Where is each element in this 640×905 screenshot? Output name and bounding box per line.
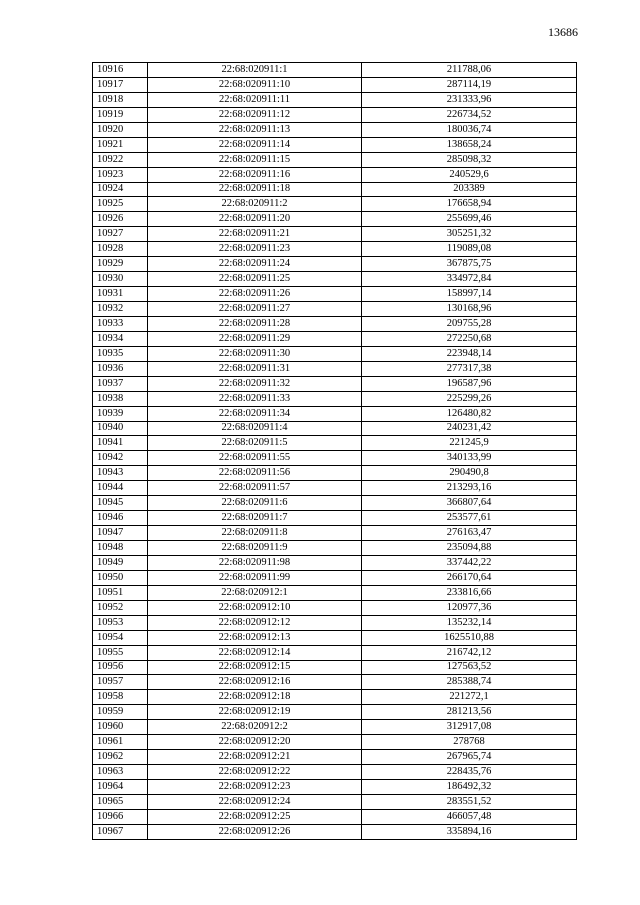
- cadastral-number-cell: 22:68:020912:14: [148, 645, 362, 660]
- table-row: [93, 346, 577, 361]
- cadastral-number-cell: 22:68:020911:12: [148, 107, 362, 122]
- row-number-cell: 10943: [93, 466, 148, 481]
- value-cell: 285098,32: [362, 152, 577, 167]
- cadastral-number-cell: 22:68:020911:1: [148, 63, 362, 78]
- value-cell: 272250,68: [362, 331, 577, 346]
- cadastral-number-cell: 22:68:020911:16: [148, 167, 362, 182]
- value-cell: 233816,66: [362, 585, 577, 600]
- row-number-cell: 10947: [93, 526, 148, 541]
- value-cell: 281213,56: [362, 705, 577, 720]
- table-row: [93, 645, 577, 660]
- cadastral-number-cell: 22:68:020911:8: [148, 526, 362, 541]
- table-row: [93, 555, 577, 570]
- cadastral-number-cell: 22:68:020911:4: [148, 421, 362, 436]
- value-cell: 231333,96: [362, 92, 577, 107]
- value-cell: 466057,48: [362, 809, 577, 824]
- row-number-cell: 10940: [93, 421, 148, 436]
- cadastral-number-cell: 22:68:020911:18: [148, 182, 362, 197]
- cadastral-number-cell: 22:68:020911:14: [148, 137, 362, 152]
- value-cell: 240529,6: [362, 167, 577, 182]
- row-number-cell: 10937: [93, 376, 148, 391]
- table-row: [93, 107, 577, 122]
- cadastral-number-cell: 22:68:020911:5: [148, 436, 362, 451]
- row-number-cell: 10954: [93, 630, 148, 645]
- row-number-cell: 10934: [93, 331, 148, 346]
- value-cell: 366807,64: [362, 496, 577, 511]
- table-row: [93, 302, 577, 317]
- value-cell: 278768: [362, 735, 577, 750]
- cadastral-number-cell: 22:68:020911:31: [148, 361, 362, 376]
- table-row: [93, 272, 577, 287]
- cadastral-number-cell: 22:68:020912:23: [148, 780, 362, 795]
- value-cell: 235094,88: [362, 541, 577, 556]
- cadastral-number-cell: 22:68:020911:99: [148, 570, 362, 585]
- table-row: [93, 287, 577, 302]
- cadastral-number-cell: 22:68:020911:23: [148, 242, 362, 257]
- cadastral-number-cell: 22:68:020912:2: [148, 720, 362, 735]
- row-number-cell: 10950: [93, 570, 148, 585]
- cadastral-number-cell: 22:68:020911:28: [148, 316, 362, 331]
- value-cell: 253577,61: [362, 511, 577, 526]
- table-row: [93, 780, 577, 795]
- table-row: [93, 481, 577, 496]
- row-number-cell: 10932: [93, 302, 148, 317]
- cadastral-number-cell: 22:68:020911:24: [148, 257, 362, 272]
- value-cell: 340133,99: [362, 451, 577, 466]
- table-row: [93, 421, 577, 436]
- table-row: [93, 466, 577, 481]
- value-cell: 196587,96: [362, 376, 577, 391]
- value-cell: 1625510,88: [362, 630, 577, 645]
- cadastral-number-cell: 22:68:020912:15: [148, 660, 362, 675]
- row-number-cell: 10938: [93, 391, 148, 406]
- table-row: [93, 257, 577, 272]
- cadastral-number-cell: 22:68:020911:2: [148, 197, 362, 212]
- row-number-cell: 10930: [93, 272, 148, 287]
- row-number-cell: 10964: [93, 780, 148, 795]
- value-cell: 221272,1: [362, 690, 577, 705]
- cadastral-number-cell: 22:68:020911:21: [148, 227, 362, 242]
- table-row: [93, 451, 577, 466]
- table-row: [93, 406, 577, 421]
- row-number-cell: 10948: [93, 541, 148, 556]
- cadastral-number-cell: 22:68:020911:56: [148, 466, 362, 481]
- row-number-cell: 10949: [93, 555, 148, 570]
- row-number-cell: 10944: [93, 481, 148, 496]
- cadastral-number-cell: 22:68:020912:26: [148, 824, 362, 839]
- row-number-cell: 10961: [93, 735, 148, 750]
- table-row: [93, 526, 577, 541]
- value-cell: 130168,96: [362, 302, 577, 317]
- value-cell: 223948,14: [362, 346, 577, 361]
- cadastral-number-cell: 22:68:020912:10: [148, 600, 362, 615]
- row-number-cell: 10967: [93, 824, 148, 839]
- value-cell: 126480,82: [362, 406, 577, 421]
- value-cell: 240231,42: [362, 421, 577, 436]
- value-cell: 290490,8: [362, 466, 577, 481]
- row-number-cell: 10956: [93, 660, 148, 675]
- value-cell: 158997,14: [362, 287, 577, 302]
- table-row: [93, 570, 577, 585]
- value-cell: 120977,36: [362, 600, 577, 615]
- cadastral-number-cell: 22:68:020911:55: [148, 451, 362, 466]
- cadastral-number-cell: 22:68:020911:98: [148, 555, 362, 570]
- row-number-cell: 10959: [93, 705, 148, 720]
- row-number-cell: 10962: [93, 750, 148, 765]
- value-cell: 211788,06: [362, 63, 577, 78]
- table-row: [93, 197, 577, 212]
- row-number-cell: 10953: [93, 615, 148, 630]
- value-cell: 267965,74: [362, 750, 577, 765]
- value-cell: 221245,9: [362, 436, 577, 451]
- cadastral-number-cell: 22:68:020912:12: [148, 615, 362, 630]
- cadastral-number-cell: 22:68:020911:34: [148, 406, 362, 421]
- cadastral-number-cell: 22:68:020911:27: [148, 302, 362, 317]
- cadastral-number-cell: 22:68:020912:16: [148, 675, 362, 690]
- table-row: [93, 809, 577, 824]
- table-row: [93, 720, 577, 735]
- value-cell: 180036,74: [362, 122, 577, 137]
- value-cell: 226734,52: [362, 107, 577, 122]
- value-cell: 305251,32: [362, 227, 577, 242]
- table-row: [93, 212, 577, 227]
- row-number-cell: 10916: [93, 63, 148, 78]
- value-cell: 119089,08: [362, 242, 577, 257]
- cadastral-number-cell: 22:68:020912:1: [148, 585, 362, 600]
- value-cell: 209755,28: [362, 316, 577, 331]
- table-row: [93, 331, 577, 346]
- table-row: [93, 690, 577, 705]
- row-number-cell: 10922: [93, 152, 148, 167]
- row-number-cell: 10927: [93, 227, 148, 242]
- table-row: [93, 77, 577, 92]
- value-cell: 225299,26: [362, 391, 577, 406]
- table-row: [93, 794, 577, 809]
- value-cell: 276163,47: [362, 526, 577, 541]
- row-number-cell: 10958: [93, 690, 148, 705]
- table-row: [93, 496, 577, 511]
- table-row: [93, 316, 577, 331]
- cadastral-number-cell: 22:68:020912:25: [148, 809, 362, 824]
- row-number-cell: 10928: [93, 242, 148, 257]
- row-number-cell: 10917: [93, 77, 148, 92]
- row-number-cell: 10955: [93, 645, 148, 660]
- row-number-cell: 10952: [93, 600, 148, 615]
- table-row: [93, 705, 577, 720]
- cadastral-number-cell: 22:68:020911:29: [148, 331, 362, 346]
- value-cell: 176658,94: [362, 197, 577, 212]
- value-cell: 216742,12: [362, 645, 577, 660]
- cadastral-number-cell: 22:68:020911:25: [148, 272, 362, 287]
- table-row: [93, 122, 577, 137]
- value-cell: 277317,38: [362, 361, 577, 376]
- value-cell: 335894,16: [362, 824, 577, 839]
- row-number-cell: 10957: [93, 675, 148, 690]
- table-row: [93, 436, 577, 451]
- table-row: [93, 511, 577, 526]
- table-row: [93, 541, 577, 556]
- table-row: [93, 824, 577, 839]
- value-cell: 127563,52: [362, 660, 577, 675]
- table-row: [93, 227, 577, 242]
- value-cell: 135232,14: [362, 615, 577, 630]
- cadastral-number-cell: 22:68:020911:10: [148, 77, 362, 92]
- value-cell: 283551,52: [362, 794, 577, 809]
- value-cell: 334972,84: [362, 272, 577, 287]
- cadastral-number-cell: 22:68:020911:6: [148, 496, 362, 511]
- value-cell: 287114,19: [362, 77, 577, 92]
- table-row: [93, 137, 577, 152]
- row-number-cell: 10941: [93, 436, 148, 451]
- cadastral-number-cell: 22:68:020911:32: [148, 376, 362, 391]
- row-number-cell: 10933: [93, 316, 148, 331]
- row-number-cell: 10925: [93, 197, 148, 212]
- table-row: [93, 675, 577, 690]
- table-body: [93, 63, 577, 840]
- value-cell: 228435,76: [362, 765, 577, 780]
- value-cell: 367875,75: [362, 257, 577, 272]
- row-number-cell: 10965: [93, 794, 148, 809]
- value-cell: 203389: [362, 182, 577, 197]
- table-row: [93, 92, 577, 107]
- cadastral-number-cell: 22:68:020911:7: [148, 511, 362, 526]
- row-number-cell: 10923: [93, 167, 148, 182]
- cadastral-number-cell: 22:68:020911:33: [148, 391, 362, 406]
- table-row: [93, 242, 577, 257]
- row-number-cell: 10921: [93, 137, 148, 152]
- value-cell: 138658,24: [362, 137, 577, 152]
- cadastral-value-table: [92, 62, 577, 840]
- cadastral-number-cell: 22:68:020912:19: [148, 705, 362, 720]
- page-number: 13686: [548, 25, 578, 39]
- cadastral-number-cell: 22:68:020911:26: [148, 287, 362, 302]
- row-number-cell: 10919: [93, 107, 148, 122]
- cadastral-number-cell: 22:68:020912:20: [148, 735, 362, 750]
- cadastral-number-cell: 22:68:020911:20: [148, 212, 362, 227]
- table-row: [93, 600, 577, 615]
- row-number-cell: 10963: [93, 765, 148, 780]
- table-row: [93, 391, 577, 406]
- table-row: [93, 630, 577, 645]
- row-number-cell: 10935: [93, 346, 148, 361]
- cadastral-number-cell: 22:68:020912:18: [148, 690, 362, 705]
- table-row: [93, 361, 577, 376]
- table-row: [93, 765, 577, 780]
- row-number-cell: 10966: [93, 809, 148, 824]
- row-number-cell: 10945: [93, 496, 148, 511]
- cadastral-number-cell: 22:68:020912:24: [148, 794, 362, 809]
- table-row: [93, 750, 577, 765]
- table-row: [93, 615, 577, 630]
- row-number-cell: 10918: [93, 92, 148, 107]
- cadastral-number-cell: 22:68:020912:21: [148, 750, 362, 765]
- cadastral-number-cell: 22:68:020912:22: [148, 765, 362, 780]
- row-number-cell: 10929: [93, 257, 148, 272]
- value-cell: 213293,16: [362, 481, 577, 496]
- row-number-cell: 10931: [93, 287, 148, 302]
- value-cell: 266170,64: [362, 570, 577, 585]
- table-row: [93, 735, 577, 750]
- cadastral-number-cell: 22:68:020911:9: [148, 541, 362, 556]
- cadastral-number-cell: 22:68:020911:13: [148, 122, 362, 137]
- value-cell: 285388,74: [362, 675, 577, 690]
- row-number-cell: 10960: [93, 720, 148, 735]
- value-cell: 312917,08: [362, 720, 577, 735]
- row-number-cell: 10951: [93, 585, 148, 600]
- table-row: [93, 63, 577, 78]
- table-row: [93, 376, 577, 391]
- table-row: [93, 182, 577, 197]
- cadastral-number-cell: 22:68:020911:57: [148, 481, 362, 496]
- cadastral-number-cell: 22:68:020912:13: [148, 630, 362, 645]
- row-number-cell: 10920: [93, 122, 148, 137]
- row-number-cell: 10942: [93, 451, 148, 466]
- row-number-cell: 10926: [93, 212, 148, 227]
- row-number-cell: 10936: [93, 361, 148, 376]
- value-cell: 337442,22: [362, 555, 577, 570]
- row-number-cell: 10946: [93, 511, 148, 526]
- table-row: [93, 585, 577, 600]
- table-row: [93, 660, 577, 675]
- row-number-cell: 10939: [93, 406, 148, 421]
- table-row: [93, 152, 577, 167]
- value-cell: 255699,46: [362, 212, 577, 227]
- cadastral-number-cell: 22:68:020911:11: [148, 92, 362, 107]
- value-cell: 186492,32: [362, 780, 577, 795]
- cadastral-number-cell: 22:68:020911:30: [148, 346, 362, 361]
- cadastral-number-cell: 22:68:020911:15: [148, 152, 362, 167]
- row-number-cell: 10924: [93, 182, 148, 197]
- table-row: [93, 167, 577, 182]
